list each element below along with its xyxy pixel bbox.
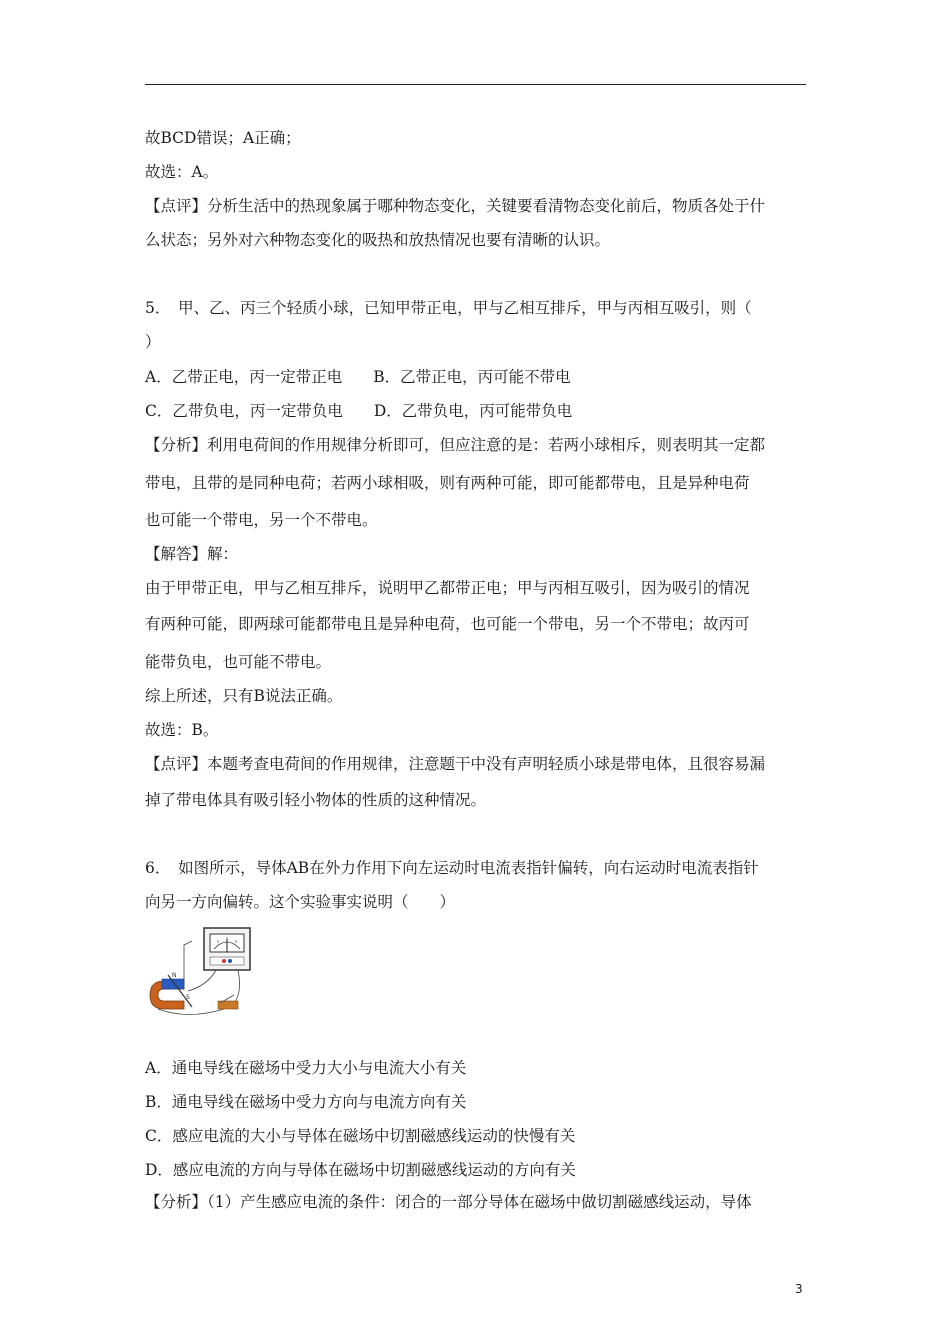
- analysis-line: 【分析】利用电荷间的作用规律分析即可，但应注意的是：若两小球相斥，则表明其一定都: [145, 436, 766, 454]
- text-line: 故BCD错误；A正确；: [145, 129, 301, 147]
- text-line: 向另一方向偏转。这个实验事实说明（ ）: [145, 893, 456, 911]
- options-c-d: C．乙带负电，丙一定带负电 D．乙带负电，丙可能带负电: [145, 402, 573, 420]
- text-line: 故选：B。: [145, 721, 219, 739]
- text-line: 故选：A。: [145, 163, 219, 181]
- text-line: 么状态；另外对六种物态变化的吸热和放热情况也要有清晰的认识。: [145, 231, 611, 249]
- option-d: D．感应电流的方向与导体在磁场中切割磁感线运动的方向有关: [145, 1161, 576, 1179]
- text-line: 【点评】分析生活中的热现象属于哪种物态变化，关键要看清物态变化前后，物质各处于什: [145, 197, 766, 215]
- answer-heading: 【解答】解：: [145, 545, 239, 563]
- text-line: 带电，且带的是同种电荷；若两小球相吸，则有两种可能，即可能都带电，且是异种电荷: [145, 474, 750, 492]
- option-a: A．通电导线在磁场中受力大小与电流大小有关: [145, 1059, 467, 1077]
- pole-label: S: [186, 994, 190, 1001]
- header-rule: [145, 84, 806, 85]
- pole-label: N: [172, 972, 177, 979]
- text-line: 有两种可能，即两球可能都带电且是异种电荷，也可能一个带电，另一个不带电；故丙可: [145, 615, 750, 633]
- text-line: 综上所述，只有B说法正确。: [145, 687, 343, 705]
- text-line: 掉了带电体具有吸引轻小物体的性质的这种情况。: [145, 791, 487, 809]
- text-line: ）: [145, 333, 161, 351]
- page-number: 3: [795, 1282, 803, 1296]
- question-5-stem: 5． 甲、乙、丙三个轻质小球，已知甲带正电，甲与乙相互排斥，甲与丙相互吸引，则（: [145, 299, 752, 317]
- text-line: 也可能一个带电，另一个不带电。: [145, 511, 378, 529]
- comment-line: 【点评】本题考查电荷间的作用规律，注意题干中没有声明轻质小球是带电体，且很容易漏: [145, 755, 766, 773]
- options-a-b: A．乙带正电，丙一定带正电 B．乙带正电，丙可能不带电: [145, 368, 571, 386]
- electromagnetic-induction-apparatus-icon: [148, 925, 252, 1020]
- question-6-stem: 6． 如图所示，导体AB在外力作用下向左运动时电流表指针偏转，向右运动时电流表指针: [145, 859, 759, 877]
- option-c: C．感应电流的大小与导体在磁场中切割磁感线运动的快慢有关: [145, 1127, 576, 1145]
- option-b: B．通电导线在磁场中受力方向与电流方向有关: [145, 1093, 467, 1111]
- analysis-line: 【分析】（1）产生感应电流的条件：闭合的一部分导体在磁场中做切割磁感线运动，导体: [145, 1193, 752, 1211]
- text-line: 由于甲带正电，甲与乙相互排斥，说明甲乙都带正电；甲与丙相互吸引，因为吸引的情况: [145, 579, 750, 597]
- text-line: 能带负电，也可能不带电。: [145, 653, 332, 671]
